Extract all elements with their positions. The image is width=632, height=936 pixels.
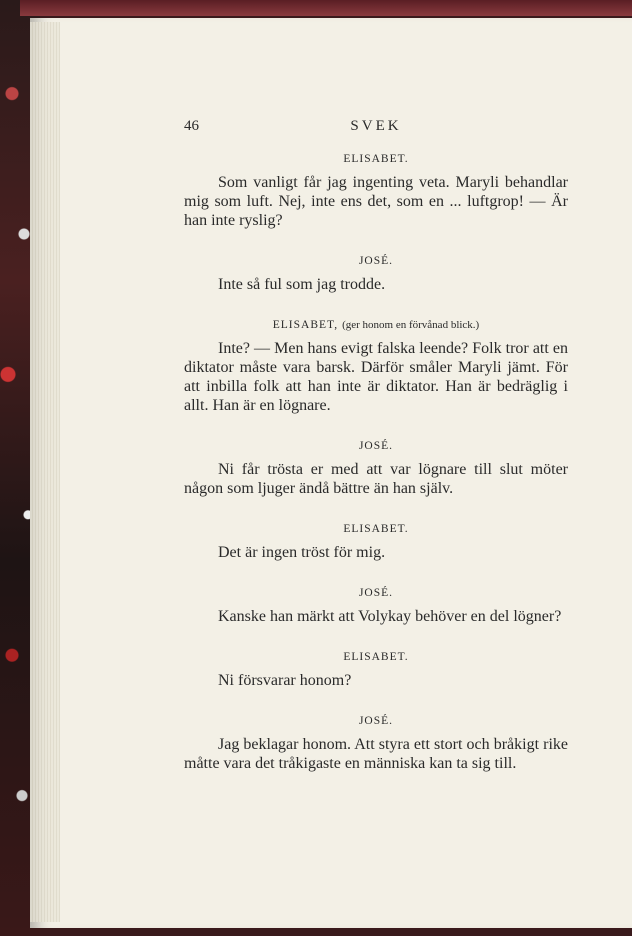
dialogue-entry (184, 520, 568, 562)
dialogue-line: Kanske han märkt att Volykay behöver en del lögner? (218, 608, 562, 625)
dialogue-line: Inte? — Men hans evigt falska leende? Folk tror att en diktator måste vara barsk. Därför småler Maryli jämt. För att inbilla folk att han inte är diktator. Han är bedräglig i allt. Han är en lögnare. (184, 340, 568, 414)
dialogue-line: Ni får trösta er med att var lögnare till slut möter någon som ljuger ändå bättre än han själv. (184, 461, 568, 497)
dialogue-entry (184, 316, 568, 415)
dialogue-line: Det är ingen tröst för mig. (218, 544, 386, 561)
dialogue-line: Som vanligt får jag ingenting veta. Maryli behandlar mig som luft. Nej, inte ens det, som en ... luftgrop! — Är han inte ryslig? (184, 174, 568, 229)
speaker-name: JOSÉ. (358, 255, 394, 267)
page-number: 46 (184, 118, 199, 134)
speaker-name: ELISABET. (343, 651, 409, 663)
dialogue-entry (184, 584, 568, 626)
dialogue-entry (184, 150, 568, 230)
dialogue-entry (184, 712, 568, 773)
dialogue-line: Inte så ful som jag trodde. (218, 276, 386, 293)
dialogue-line: Jag beklagar honom. Att styra ett stort och bråkigt rike måtte vara det tråkigaste en människa kan ta sig till. (184, 736, 568, 772)
speaker-name: ELISABET. (343, 523, 409, 535)
dialogue-entry (184, 252, 568, 294)
page-header (184, 118, 568, 138)
dialogue-line: Ni försvarar honom? (218, 672, 352, 689)
dialogue-entry (184, 648, 568, 690)
running-title: SVEK (350, 118, 402, 134)
speaker-name: JOSÉ. (358, 440, 394, 452)
page-edges (30, 22, 60, 922)
speaker-name: JOSÉ. (358, 715, 394, 727)
dialogue-text (184, 150, 568, 795)
speaker-name: JOSÉ. (358, 587, 394, 599)
book-top-edge (20, 0, 632, 16)
speaker-name: ELISABET. (343, 153, 409, 165)
dialogue-entry (184, 437, 568, 498)
speaker-name: ELISABET, (ger honom en förvånad blick.) (272, 319, 480, 331)
stage-direction: (ger honom en förvånad blick.) (342, 319, 480, 331)
